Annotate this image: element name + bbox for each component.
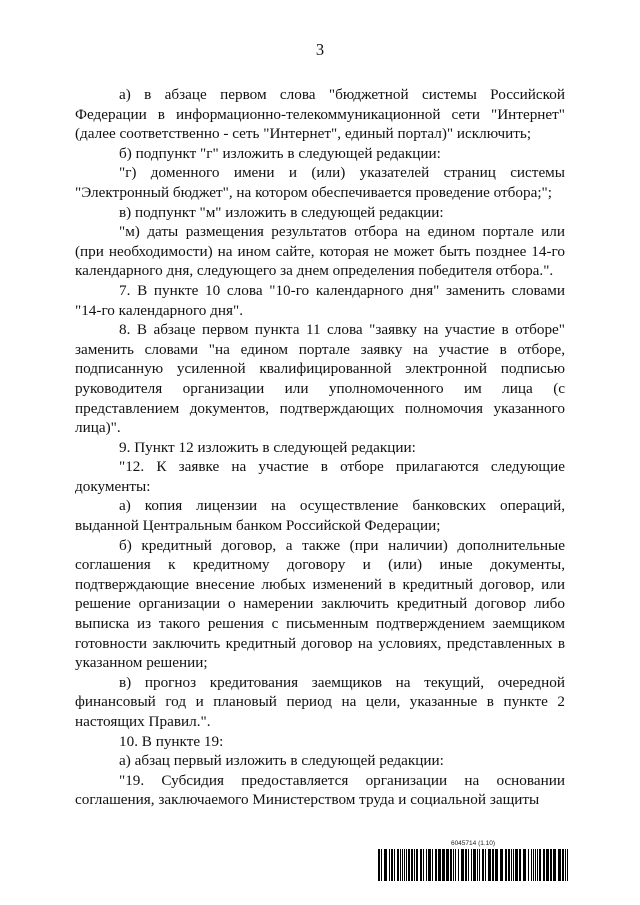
paragraph: "м) даты размещения результатов отбора на едином портале или (при необходимости) на ином сайте, которая не может быть позднее 14-го календарного дня, следующего за днем определения победителя отбора.". [75, 223, 565, 280]
paragraph: "12. К заявке на участие в отборе прилагаются следующие документы: [75, 458, 565, 495]
paragraph: б) подпункт "г" изложить в следующей редакции: [119, 144, 441, 162]
barcode-label: 6045714 (1.10) [450, 840, 496, 847]
paragraph: 9. Пункт 12 изложить в следующей редакции: [119, 438, 416, 456]
paragraph: б) кредитный договор, а также (при наличии) дополнительные соглашения к кредитному договору и (или) иные документы, подтверждающие внесение любых изменений в кредитный договор, или решение организации о намерении заключить кредитный договор либо выписка из такого решения с письменным подтверждением заемщиком готовности заключить кредитный договор на условиях, представленных в указанном решении; [75, 536, 565, 672]
barcode-block [378, 840, 568, 884]
paragraph: а) копия лицензии на осуществление банковских операций, выданной Центральным банком Российской Федерации; [75, 497, 565, 535]
paragraph: в) подпункт "м" изложить в следующей редакции: [119, 203, 444, 221]
paragraph: "19. Субсидия предоставляется организации на основании соглашения, заключаемого Министерством труда и социальной защиты [75, 771, 565, 809]
barcode [378, 849, 568, 881]
paragraph: 7. В пункте 10 слова "10-го календарного дня" заменить словами "14-го календарного дня". [75, 281, 565, 319]
paragraph: 8. В абзаце первом пункта 11 слова "заявку на участие в отборе" заменить словами "на едином портале заявку на участие в отборе, подписанную усиленной квалифицированной электронной подписью руководителя организации или уполномоченного им лица (с представлением документов, подтверждающих полномочия указанного лица)". [75, 321, 565, 437]
paragraph: 10. В пункте 19: [119, 732, 224, 750]
paragraph: в) прогноз кредитования заемщиков на текущий, очередной финансовый год и плановый период на цели, указанные в пункте 2 настоящих Правил.". [75, 673, 565, 730]
paragraph: а) абзац первый изложить в следующей редакции: [119, 752, 444, 770]
paragraph: а) в абзаце первом слова "бюджетной системы Российской Федерации в информационно-телекоммуникационной сети "Интернет" (далее соответственно - сеть "Интернет", единый портал)" исключить; [75, 86, 565, 143]
document-body [75, 85, 565, 810]
page-number: 3 [315, 40, 325, 59]
paragraph: "г) доменного имени и (или) указателей страниц системы "Электронный бюджет", на котором обеспечивается проведение отбора;"; [75, 164, 565, 201]
